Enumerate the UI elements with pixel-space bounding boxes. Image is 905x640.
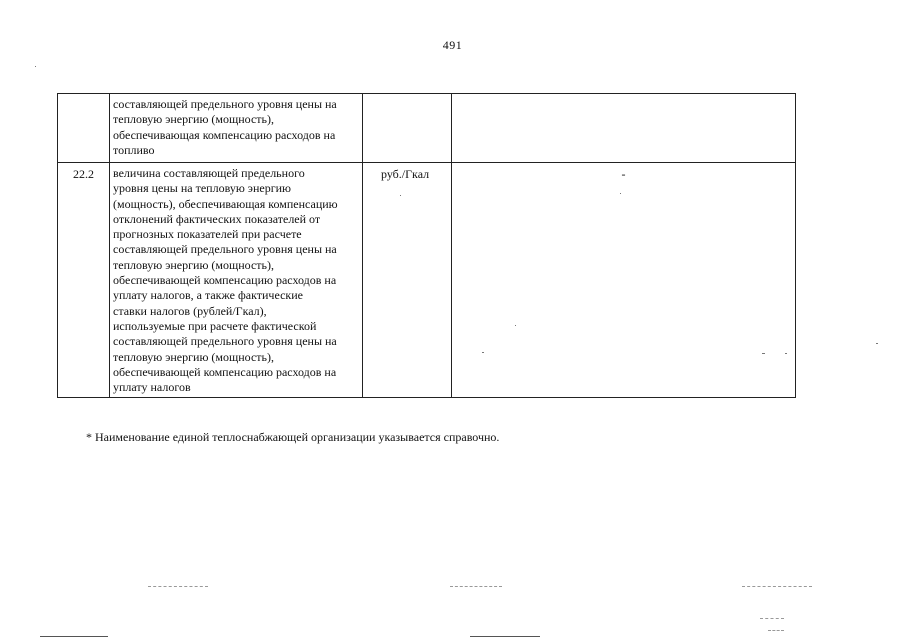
scan-artifact [450,586,502,588]
page-number: 491 [442,38,463,52]
scan-artifact [762,353,765,354]
scan-artifact [742,586,812,588]
scan-artifact [760,618,784,620]
row-unit-cell [363,94,452,163]
scan-artifact [40,636,108,638]
scan-artifact [785,353,787,354]
row-value-cell: - [452,163,796,398]
scan-artifact [148,586,208,588]
row-value-cell [452,94,796,163]
scan-artifact [515,325,516,326]
row-number-cell [58,94,110,163]
table-row [58,163,796,398]
scan-artifact [470,636,540,638]
row-unit-cell: руб./Гкал [363,163,452,398]
indicator-table [57,93,796,398]
row-number-cell: 22.2 [58,163,110,398]
footnote: * Наименование единой теплоснабжающей организации указывается справочно. [86,430,500,444]
row-description-cell [110,94,363,163]
scan-artifact [620,193,621,194]
scan-artifact [876,343,878,344]
row-description-text: величина составляющей предельного уровня цены на тепловую энергию (мощность), обеспечивающая компенсацию отклонений фактических показателей от прогнозных показателей при расчете составляющей предельного уровня цены на тепловую энергию (мощность), обеспечивающей компенсацию расходов на уплату налогов, а также фактические ставки налогов (рублей/Гкал), используемые при расчете фактической составляющей предельного уровня цены на тепловую энергию (мощность), обеспечивающей компенсацию расходов на уплату налогов [113,166,338,395]
table-row [58,94,796,163]
scan-artifact [400,195,401,196]
row-description-cell [110,163,363,398]
scan-artifact [482,352,484,353]
scan-artifact [35,66,36,67]
scan-artifact [768,630,784,632]
row-description-text: составляющей предельного уровня цены на тепловую энергию (мощность), обеспечивающая компенсацию расходов на топливо [113,97,337,157]
